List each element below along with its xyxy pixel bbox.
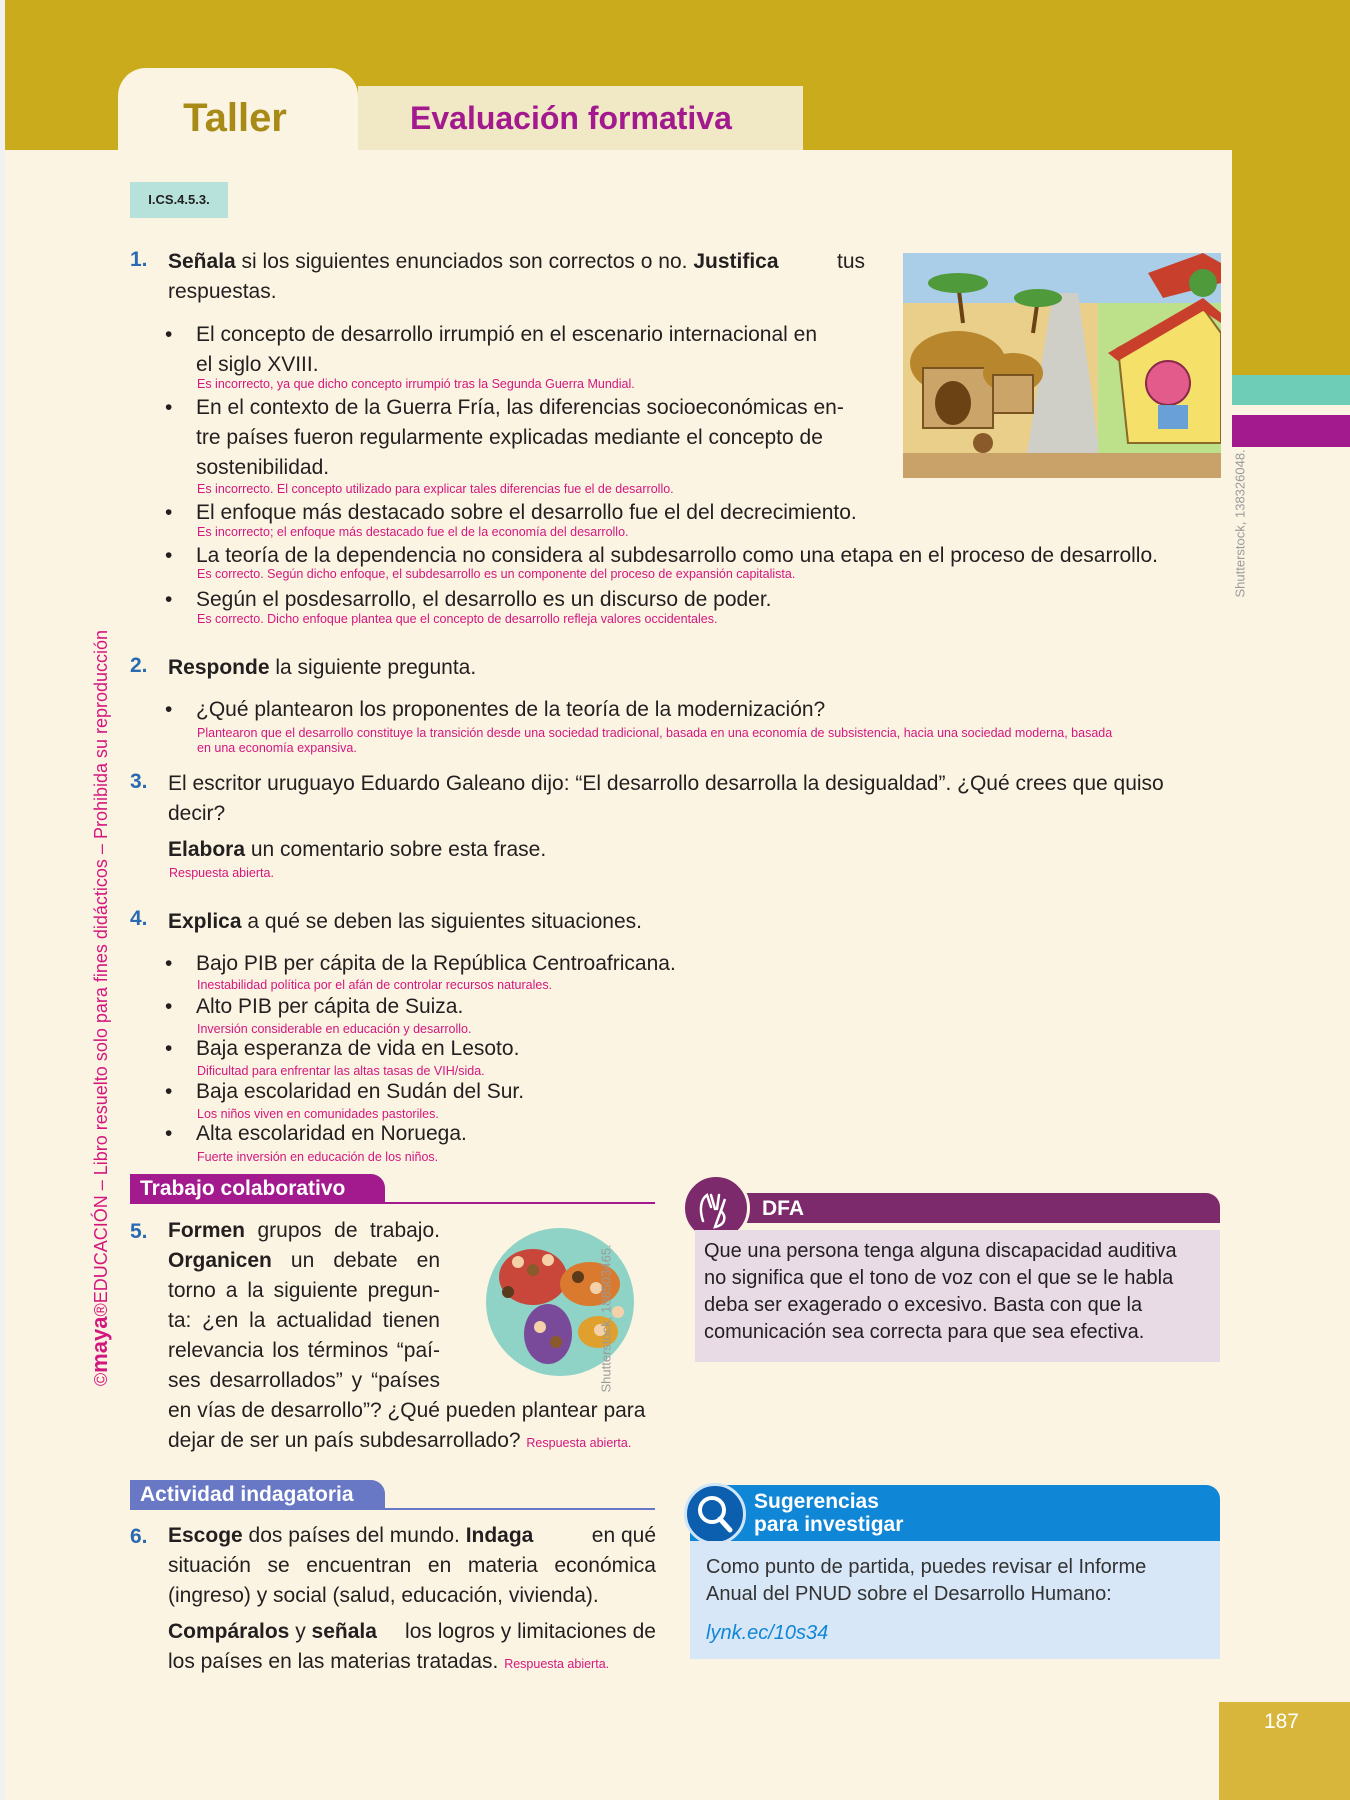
q5-answer: Respuesta abierta. — [526, 1436, 632, 1450]
question-4-prompt — [168, 907, 642, 937]
q6-line-4-end: los logros y limitaciones de — [405, 1620, 656, 1643]
village-house-drawing — [903, 253, 1221, 478]
dfa-title: DFA — [762, 1197, 804, 1220]
image-credit-1: Shutterstock, 138326048. — [1232, 449, 1248, 598]
question-4-number: 4. — [130, 907, 148, 930]
collab-section-header: Trabajo colaborativo — [130, 1174, 385, 1204]
q6-line-3: (ingreso) y social (salud, educación, vivienda). — [168, 1584, 599, 1607]
q5-line-1-rest: grupos de trabajo. — [245, 1219, 440, 1242]
verb-justifica: Justifica — [693, 250, 779, 273]
question-5-number: 5. — [130, 1220, 148, 1243]
q4-answer-5: Fuerte inversión en educación de los niños. — [197, 1150, 439, 1164]
q6-line-4-mid: y — [289, 1620, 312, 1643]
question-2-prompt — [168, 653, 476, 683]
tab-taller: Taller — [118, 68, 358, 158]
q4-item-5: Alta escolaridad en Noruega. — [196, 1122, 467, 1145]
q2-item: ¿Qué plantearon los proponentes de la teoría de la modernización? — [196, 698, 826, 721]
q4-item-2: Alto PIB per cápita de Suiza. — [196, 995, 464, 1018]
verb-responde: Responde — [168, 656, 270, 679]
bullet: • — [165, 698, 173, 721]
q4-item-3: Baja esperanza de vida en Lesoto. — [196, 1037, 520, 1060]
bullet: • — [165, 544, 173, 567]
bullet: • — [165, 1122, 173, 1145]
q5-line-8 — [168, 1426, 658, 1456]
q1-answer-4: Es correcto. Según dicho enfoque, el subdesarrollo es un componente del proceso de expansión capitalista. — [197, 567, 796, 581]
dfa-line-2: no significa que el tono de voz con el que se le habla — [704, 1267, 1174, 1289]
indag-section-header: Actividad indagatoria — [130, 1480, 385, 1510]
suggestions-title-line2: para investigar — [754, 1513, 904, 1536]
q4-answer-3: Dificultad para enfrentar las altas tasas de VIH/sida. — [197, 1064, 485, 1078]
q3-line2: decir? — [168, 802, 226, 825]
question-6-task — [168, 1617, 656, 1677]
question-3-task — [168, 835, 546, 865]
q1-statement-3: El enfoque más destacado sobre el desarrollo fue el del decrecimiento. — [196, 501, 857, 524]
q1-answer-5: Es correcto. Dicho enfoque plantea que el concepto de desarrollo refleja valores occidentales. — [197, 612, 718, 626]
q6-line-1 — [168, 1521, 656, 1551]
registered-symbol: ® — [91, 1303, 111, 1317]
q1-statement-2-line1: En el contexto de la Guerra Fría, las diferencias socioeconómicas en- — [196, 396, 844, 419]
q5-line-5: relevancia los términos “paí- — [168, 1339, 440, 1362]
q3-line1: El escritor uruguayo Eduardo Galeano dijo: “El desarrollo desarrolla la desigualdad”. ¿Qué crees que quiso — [168, 772, 1164, 795]
question-1-prompt — [168, 247, 865, 307]
page-number: 187 — [1263, 1710, 1299, 1733]
dfa-line-1: Que una persona tenga alguna discapacidad auditiva — [704, 1240, 1177, 1262]
verb-elabora: Elabora — [168, 838, 246, 861]
q1-prompt-end: tus — [836, 250, 865, 273]
q1-statement-1-line2: el siglo XVIII. — [196, 353, 319, 376]
q5-line-2 — [168, 1246, 440, 1276]
q6-line-5 — [168, 1647, 656, 1677]
question-6-number: 6. — [130, 1525, 148, 1548]
q5-line-6: ses desarrollados” y “países — [168, 1369, 440, 1392]
bullet: • — [165, 1080, 173, 1103]
q5-line-8-text: dejar de ser un país subdesarrollado? — [168, 1429, 521, 1452]
q4-item-1: Bajo PIB per cápita de la República Centroafricana. — [196, 952, 676, 975]
page-title: Evaluación formativa — [358, 86, 803, 150]
q1-statement-2 — [196, 393, 876, 483]
bullet: • — [165, 323, 173, 346]
question-3-number: 3. — [130, 770, 148, 793]
question-5-tail — [168, 1396, 658, 1456]
verb-senala-2: señala — [311, 1620, 377, 1643]
bullet: • — [165, 952, 173, 975]
dfa-text — [704, 1238, 1214, 1346]
q3-task-rest: un comentario sobre esta frase. — [245, 838, 547, 861]
q1-statement-1 — [196, 320, 876, 380]
page-edge — [0, 0, 5, 1800]
q2-prompt-rest: la siguiente pregunta. — [269, 656, 477, 679]
q1-statement-4: La teoría de la dependencia no considera al subdesarrollo como una etapa en el proceso de desarrollo. — [196, 544, 1158, 567]
q1-prompt-mid: si los siguientes enunciados son correctos o no. — [235, 250, 694, 273]
q3-answer: Respuesta abierta. — [169, 866, 274, 880]
q5-line-1 — [168, 1216, 440, 1246]
q1-answer-3: Es incorrecto; el enfoque más destacado fue el de la economía del desarrollo. — [197, 525, 629, 539]
image-credit-2: Shutterstock, 188503465. — [598, 1244, 614, 1393]
verb-organicen: Organicen — [168, 1249, 272, 1272]
q4-answer-2: Inversión considerable en educación y desarrollo. — [197, 1022, 472, 1036]
q2-answer — [197, 726, 1227, 756]
copyright-side-text — [87, 558, 113, 1458]
q1-statement-1-line1: El concepto de desarrollo irrumpió en el escenario internacional en — [196, 323, 818, 346]
skill-code-badge: I.CS.4.5.3. — [130, 182, 228, 218]
q5-line-7: en vías de desarrollo”? ¿Qué pueden plantear para — [168, 1399, 646, 1422]
bullet: • — [165, 995, 173, 1018]
question-2-number: 2. — [130, 654, 148, 677]
bullet: • — [165, 1037, 173, 1060]
dfa-line-3: deba ser exagerado o excesivo. Basta con que la — [704, 1294, 1143, 1316]
development-illustration — [903, 253, 1221, 478]
q1-prompt-line2: respuestas. — [168, 280, 277, 303]
suggestions-title — [754, 1490, 903, 1536]
side-band — [1232, 150, 1350, 385]
q6-line-5-text: los países en las materias tratadas. — [168, 1650, 499, 1673]
q4-item-4: Baja escolaridad en Sudán del Sur. — [196, 1080, 525, 1103]
q2-answer-line1: Plantearon que el desarrollo constituye la transición desde una sociedad tradicional, basada en una economía de subsistencia, hacia una sociedad moderna, basada — [197, 726, 1113, 740]
q1-answer-2: Es incorrecto. El concepto utilizado para explicar tales diferencias fue el de desarrollo. — [197, 482, 674, 496]
bullet: • — [165, 396, 173, 419]
q4-prompt-rest: a qué se deben las siguientes situaciones. — [241, 910, 642, 933]
suggestions-line-2: Anual del PNUD sobre el Desarrollo Humano: — [706, 1583, 1112, 1605]
q4-answer-1: Inestabilidad política por el afán de controlar recursos naturales. — [197, 978, 553, 992]
verb-indaga: Indaga — [465, 1524, 534, 1547]
verb-senala: Señala — [168, 250, 236, 273]
q5-line-3: torno a la siguiente pregun- — [168, 1279, 440, 1302]
copyright-notice: EDUCACIÓN – Libro resuelto solo para fines didácticos – Prohibida su reproducción — [91, 629, 111, 1304]
dfa-line-4: comunicación sea correcta para que sea efectiva. — [704, 1321, 1145, 1343]
q1-statement-2-line3: sostenibilidad. — [196, 456, 330, 479]
bullet: • — [165, 588, 173, 611]
q6-answer: Respuesta abierta. — [504, 1657, 610, 1671]
q5-line-2-rest: un debate en — [271, 1249, 440, 1272]
question-1-number: 1. — [130, 248, 148, 271]
magnifier-icon — [684, 1483, 746, 1545]
suggestions-title-line1: Sugerencias — [754, 1490, 879, 1513]
indag-header-rule — [130, 1508, 655, 1510]
q6-line-1-end: en qué — [591, 1524, 656, 1547]
brand-logo: maya — [87, 1316, 112, 1373]
collab-header-rule — [130, 1202, 655, 1204]
q5-line-4: ta: ¿en la actualidad tienen — [168, 1309, 440, 1332]
question-5-block — [168, 1216, 440, 1396]
q6-line-4 — [168, 1617, 656, 1647]
verb-comparalos: Compáralos — [168, 1620, 290, 1643]
question-3-prompt — [168, 769, 1220, 829]
q4-answer-4: Los niños viven en comunidades pastoriles. — [197, 1107, 439, 1121]
bullet: • — [165, 501, 173, 524]
verb-escoge: Escoge — [168, 1524, 243, 1547]
verb-explica: Explica — [168, 910, 242, 933]
magenta-index-tab — [1232, 415, 1350, 447]
question-6-block — [168, 1521, 656, 1611]
copyright-symbol: © — [91, 1372, 111, 1387]
q6-line-2: situación se encuentran en materia económica — [168, 1554, 656, 1577]
suggestions-line-1: Como punto de partida, puedes revisar el Informe — [706, 1556, 1147, 1578]
q1-answer-1: Es incorrecto, ya que dicho concepto irrumpió tras la Segunda Guerra Mundial. — [197, 377, 635, 391]
q2-answer-line2: en una economía expansiva. — [197, 741, 357, 755]
q1-statement-5: Según el posdesarrollo, el desarrollo es un discurso de poder. — [196, 588, 772, 611]
teal-index-tab — [1232, 375, 1350, 405]
suggestions-text — [706, 1554, 1211, 1608]
verb-formen: Formen — [168, 1219, 246, 1242]
q1-statement-2-line2: tre países fueron regularmente explicadas mediante el concepto de — [196, 426, 823, 449]
pnud-link[interactable]: lynk.ec/10s34 — [706, 1622, 829, 1644]
q6-line-1-mid: dos países del mundo. — [242, 1524, 466, 1547]
